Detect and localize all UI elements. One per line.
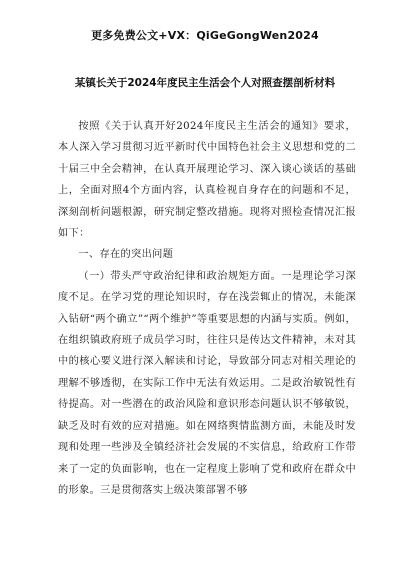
section-heading: 一、存在的突出问题 (78, 249, 174, 261)
document-body (58, 116, 356, 501)
header-watermark: 更多免费公文+VX：QiGeGongWen2024 (91, 29, 319, 42)
intro-paragraph: 按照《关于认真开好2024年度民主生活会的通知》要求，本人深入学习贯彻习近平新时代中国特色社会主义思想和党的二十届三中全会精神，在认真开展理论学习、深入谈心谈话的基础上，全面对照4个方面内容，认真检视自身存在的问题和不足，深刻剖析问题根源，研究制定整改措施。现将对照检查情况汇报如下： (58, 121, 356, 240)
document-title: 某镇长关于2024年度民主生活会个人对照查摆剖析材料 (74, 77, 336, 89)
item-one-paragraph: （一）带头严守政治纪律和政治规矩方面。一是理论学习深度不足。在学习党的理论知识时，存在浅尝辄止的情况，未能深入钻研“两个确立”“两个维护”等重要思想的内涵与实质。例如，在组织镇政府班子成员学习时，往往只是传达文件精神，未对其中的核心要义进行深入解读和讨论，导致部分同志对相关理论的理解不够透彻，在实际工作中无法有效运用。二是政治敏锐性有待提高。对一些潜在的政治风险和意识形态问题认识不够敏锐，缺乏及时有效的应对措施。如在网络舆情监测方面，未能及时发现和处理一些涉及全镇经济社会发展的不实信息，给政府工作带来了一定的负面影响，也在一定程度上影响了党和政府在群众中的形象。三是贯彻落实上级决策部署不够 (58, 270, 356, 496)
